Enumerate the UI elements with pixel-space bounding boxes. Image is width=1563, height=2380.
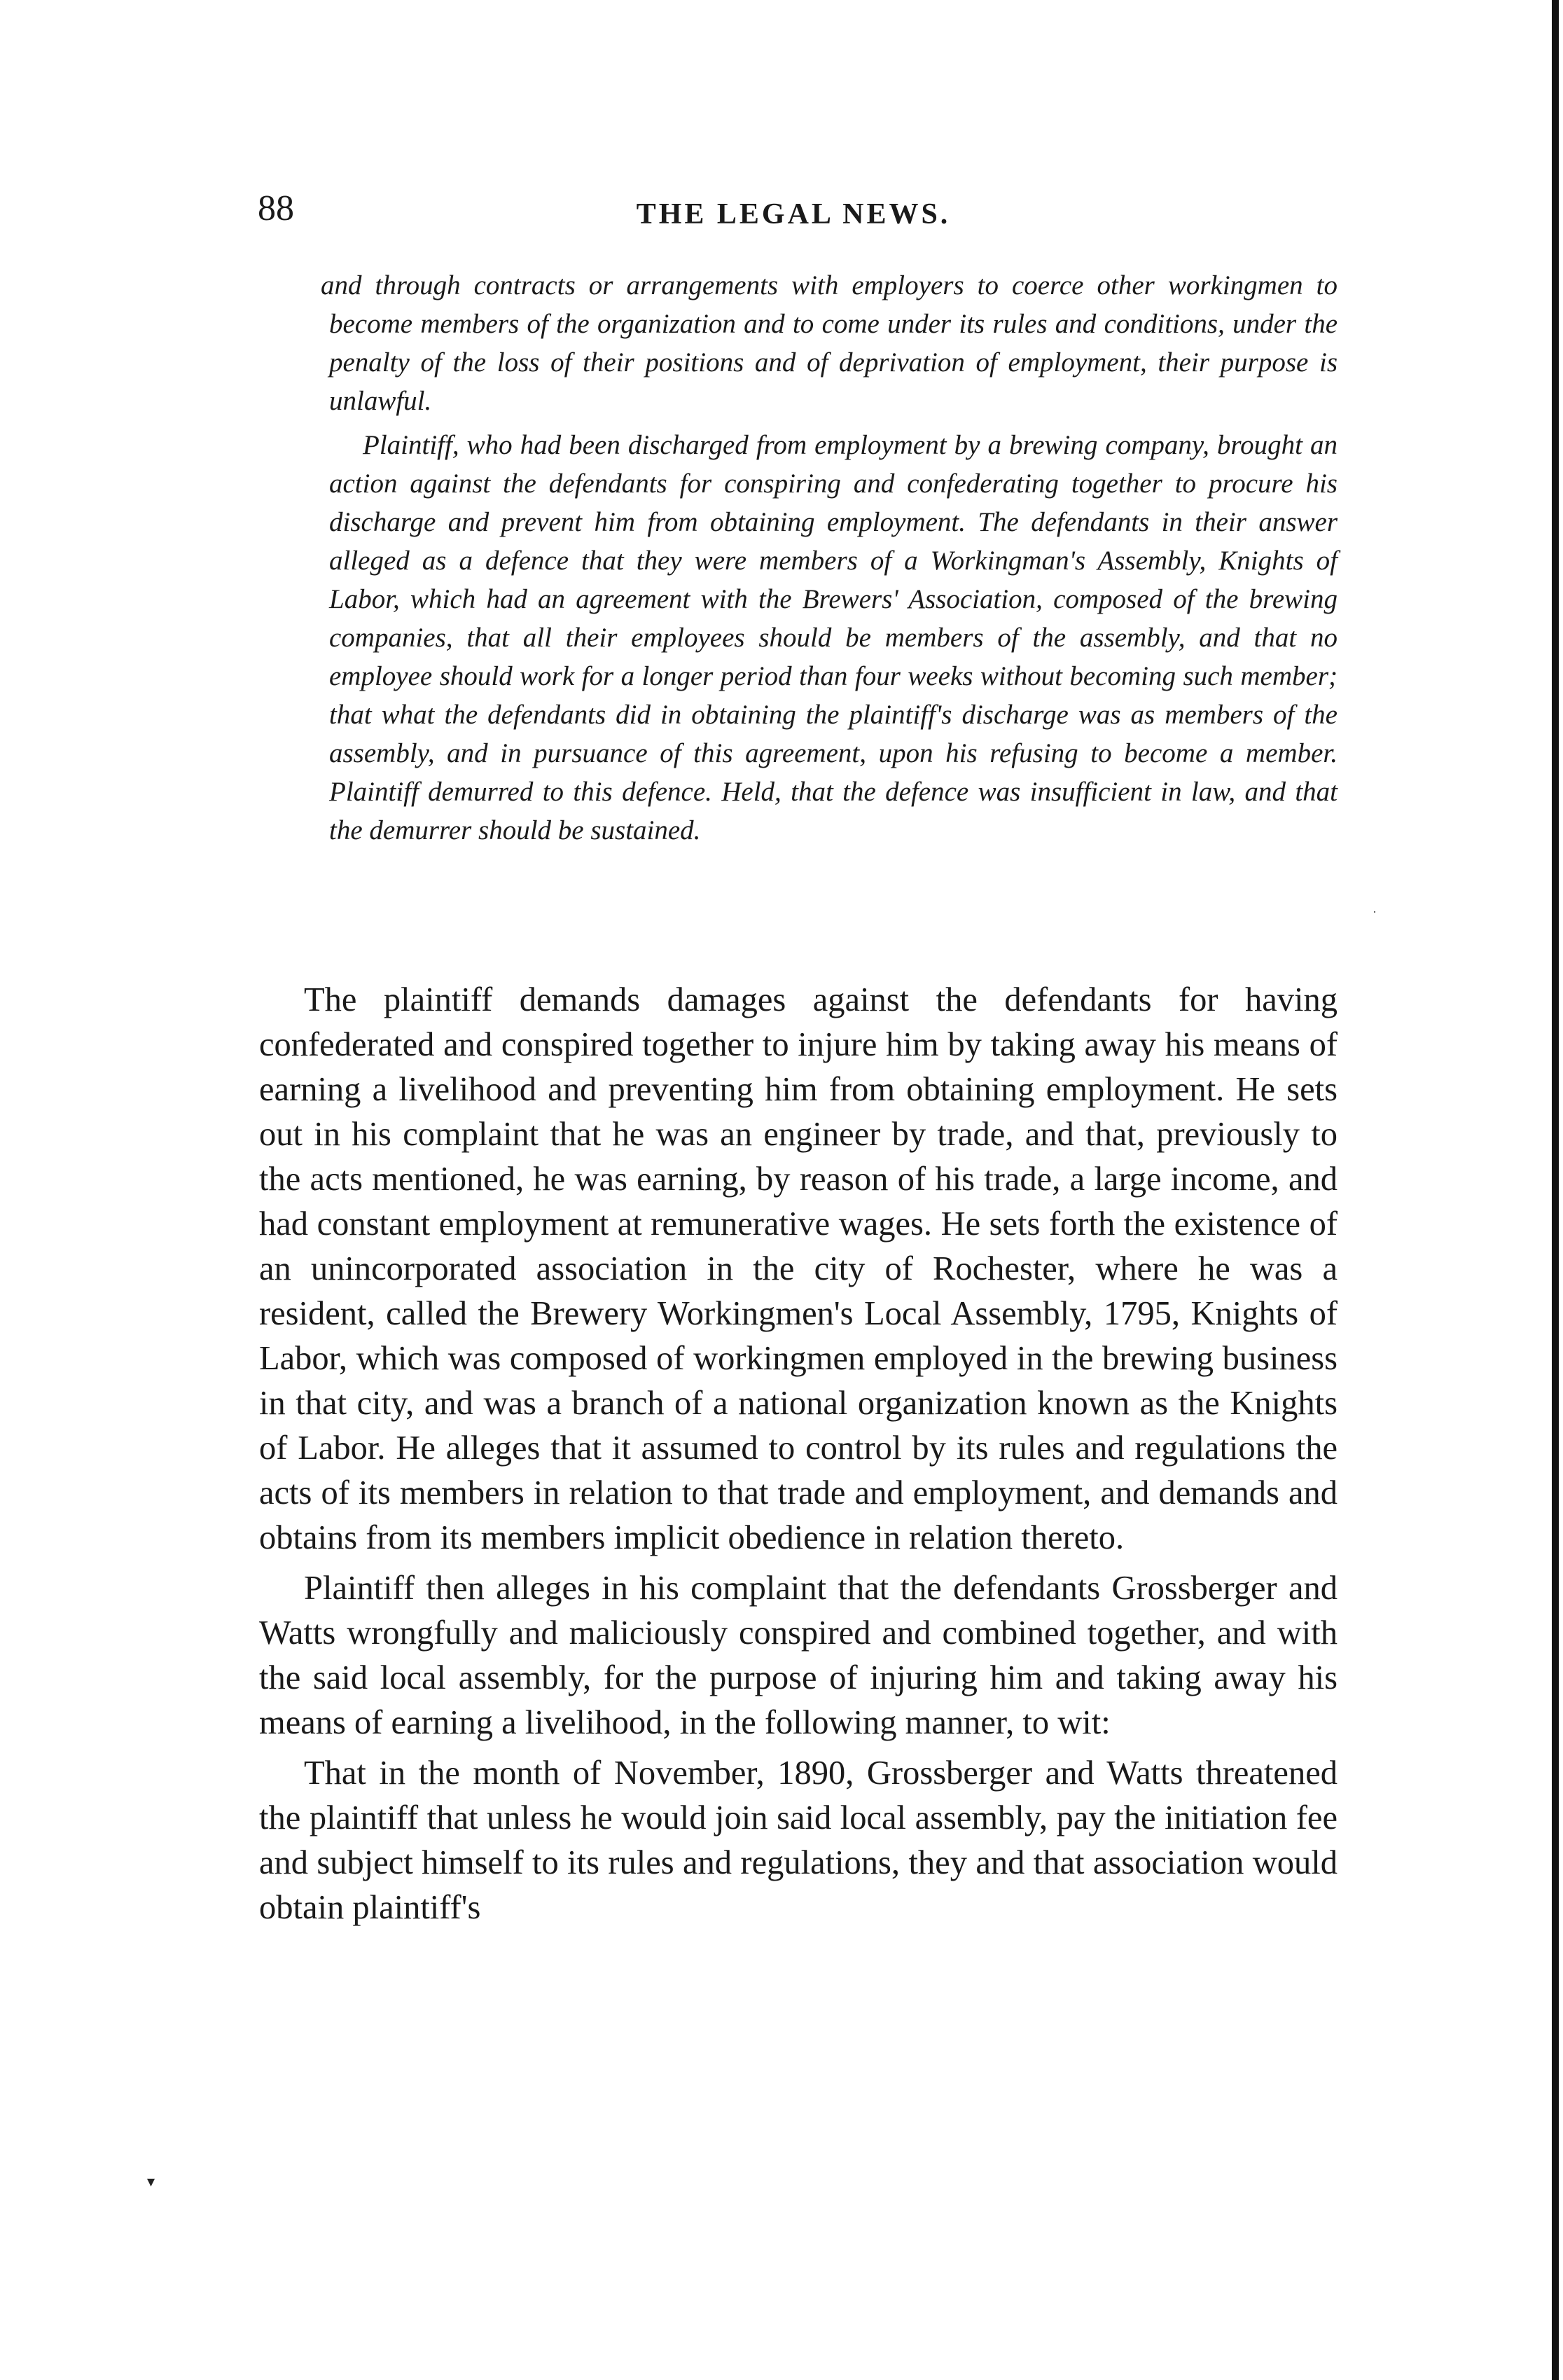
body-paragraph: That in the month of November, 1890, Grossberger and Watts threatened the plaintiff that unless he would join said local assembly, pay the initiation fee and subject himself to its rules and regulations, they and that association would obtain plaintiff's <box>259 1755 1338 1926</box>
scan-speck: ▾ <box>147 2173 155 2190</box>
headnote-paragraph: Plaintiff, who had been discharged from employment by a brewing company, brought an action against the defendants for conspiring and confederating together to procure his discharge and prevent him from obtaining employment. The defendants in their answer alleged as a defence that they were members of a Workingman's Assembly, Knights of Labor, which had an agreement with the Brewers' Association, composed of the brewing companies, that all their employees should be members of the assembly, and that no employee should work for a longer period than four weeks without becoming such member; that what the defendants did in obtaining the plaintiff's discharge was as members of the assembly, and in pursuance of this agreement, upon his refusing to become a member. Plaintiff demurred to this defence. Held, that the defence was insufficient in law, and that the demurrer should be sustained. <box>329 430 1338 845</box>
page-edge-rule <box>1552 0 1559 2380</box>
body-text <box>259 978 1338 1936</box>
running-title: THE LEGAL NEWS. <box>636 198 951 230</box>
page-header <box>258 188 1329 244</box>
headnote <box>321 266 1338 850</box>
headnote-paragraph: and through contracts or arrangements with employers to coerce other workingmen to become members of the organization and to come under its rules and conditions, under the penalty of the loss of their positions and of deprivation of employment, their purpose is unlawful. <box>321 270 1338 416</box>
margin-speck: · <box>1373 905 1377 919</box>
page-number: 88 <box>258 188 294 228</box>
body-paragraph: Plaintiff then alleges in his complaint that the defendants Grossberger and Watts wrongfully and maliciously conspired and combined together, and with the said local assembly, for the purpose of injuring him and taking away his means of earning a livelihood, in the following manner, to wit: <box>259 1570 1338 1741</box>
body-paragraph: The plaintiff demands damages against the defendants for having confederated and conspired together to injure him by taking away his means of earning a livelihood and preventing him from obtaining employment. He sets out in his complaint that he was an engineer by trade, and that, previously to the acts mentioned, he was earning, by reason of his trade, a large income, and had constant employment at remunerative wages. He sets forth the existence of an unincorporated association in the city of Rochester, where he was a resident, called the Brewery Workingmen's Local Assembly, 1795, Knights of Labor, which was composed of workingmen employed in the brewing business in that city, and was a branch of a national organization known as the Knights of Labor. He alleges that it assumed to control by its rules and regulations the acts of its members in relation to that trade and employment, and demands and obtains from its members implicit obedience in relation thereto. <box>259 981 1338 1556</box>
